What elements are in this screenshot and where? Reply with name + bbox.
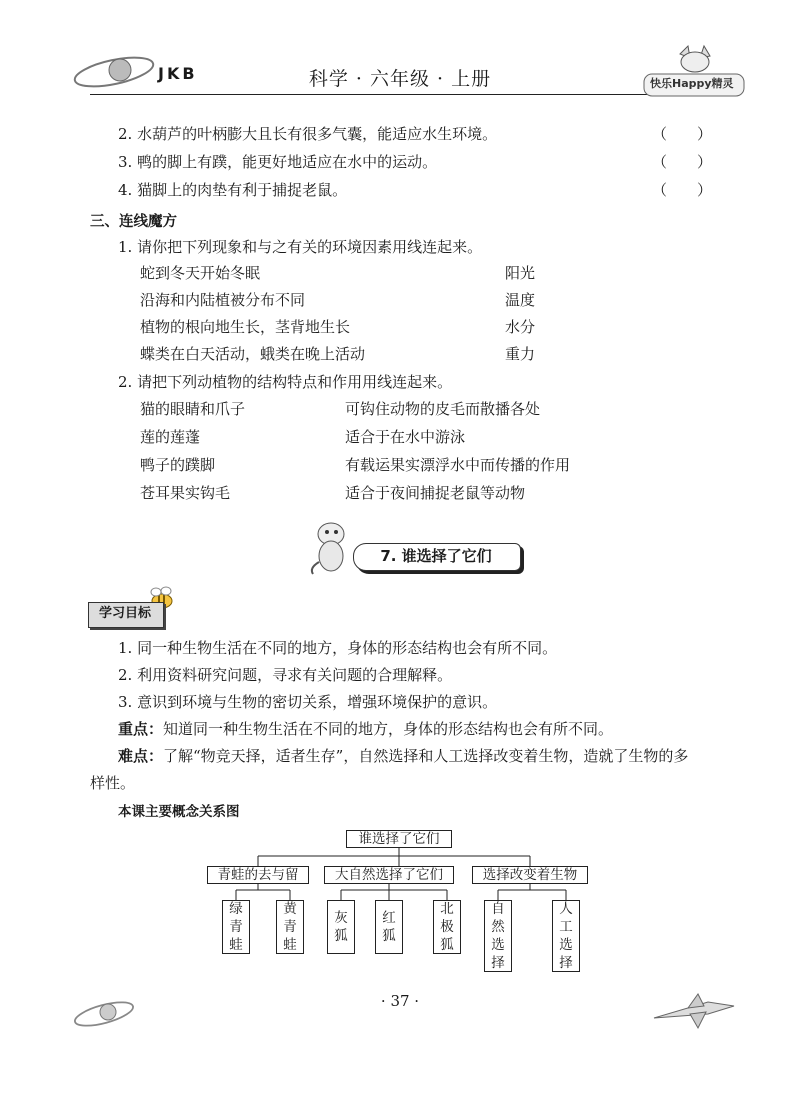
q2-right-item: 适合于在水中游泳	[345, 428, 466, 446]
badge-text: 快乐Happy精灵	[650, 77, 734, 90]
q1-right-item: 温度	[505, 291, 536, 309]
concept-leaf-node	[327, 900, 355, 954]
question-2-prompt: 2. 请把下列动植物的结构特点和作用用线连起来。	[118, 373, 453, 391]
key-point-text: 知道同一种生物生活在不同的地方，身体的形态结构也会有所不同。	[163, 720, 614, 738]
leaf-char: 工	[559, 919, 573, 935]
key-point-label: 重点：	[118, 720, 164, 738]
leaf-char: 蛙	[229, 937, 243, 953]
concept-leaf-node	[484, 900, 512, 972]
leaf-char: 择	[559, 955, 573, 971]
judgment-item-3: 3. 鸭的脚上有蹼，能更好地适应在水中的运动。	[118, 153, 438, 171]
leaf-char: 黄	[283, 901, 297, 917]
concept-mid-node: 选择改变着生物	[472, 866, 588, 884]
concept-leaf-node	[276, 900, 304, 954]
q2-left-item: 莲的莲蓬	[140, 428, 201, 446]
leaf-char: 蛙	[283, 937, 297, 953]
q1-left-item: 蛇到冬天开始冬眠	[140, 264, 261, 282]
difficult-point-text: 了解“物竞天择，适者生存”，自然选择和人工选择改变着生物，造就了生物的多	[163, 747, 689, 765]
judgment-item-2: 2. 水葫芦的叶柄膨大且长有很多气囊，能适应水生环境。	[118, 125, 498, 143]
lesson-title: 7. 谁选择了它们	[380, 547, 492, 565]
leaf-char: 人	[559, 901, 573, 917]
q2-left-item: 鸭子的蹼脚	[140, 456, 216, 474]
answer-paren-3: （ ）	[652, 153, 713, 171]
concept-map-title: 本课主要概念关系图	[118, 804, 240, 820]
q2-left-item: 苍耳果实钩毛	[140, 484, 231, 502]
concept-mid-node: 大自然选择了它们	[324, 866, 454, 884]
learning-goal-item: 2. 利用资料研究问题，寻求有关问题的合理解释。	[118, 666, 453, 684]
rocket-decoration	[648, 988, 744, 1034]
q2-right-item: 有载运果实漂浮水中而传播的作用	[345, 456, 571, 474]
learning-goals-label: 学习目标	[98, 606, 151, 621]
leaf-char: 择	[491, 955, 505, 971]
leaf-char: 极	[440, 919, 454, 935]
leaf-char: 青	[283, 919, 297, 935]
leaf-char: 然	[491, 919, 505, 935]
concept-mid-node: 青蛙的去与留	[207, 866, 309, 884]
concept-leaf-node	[552, 900, 580, 972]
leaf-char: 红	[382, 910, 396, 926]
leaf-char: 选	[491, 937, 505, 953]
concept-leaf-node	[375, 900, 403, 954]
q1-right-item: 阳光	[505, 264, 536, 282]
page-header-title: 科学 · 六年级 · 上册	[308, 68, 492, 90]
section-heading-matching: 三、连线魔方	[90, 214, 177, 230]
question-1-prompt: 1. 请你把下列现象和与之有关的环境因素用线连起来。	[118, 238, 483, 256]
leaf-char: 狐	[334, 928, 348, 944]
leaf-char: 狐	[440, 937, 454, 953]
concept-leaf-node	[433, 900, 461, 954]
learning-goal-item: 1. 同一种生物生活在不同的地方，身体的形态结构也会有所不同。	[118, 639, 558, 657]
publisher-brand: JKB	[158, 64, 198, 83]
q1-left-item: 植物的根向地生长，茎背地生长	[140, 318, 351, 336]
concept-leaf-node	[222, 900, 250, 954]
concept-root-node: 谁选择了它们	[346, 830, 452, 848]
answer-paren-2: （ ）	[652, 125, 713, 143]
leaf-char: 灰	[334, 910, 348, 926]
planet-ring-decoration	[70, 992, 140, 1034]
q1-left-item: 蝶类在白天活动，蛾类在晚上活动	[140, 345, 366, 363]
learning-goal-item: 3. 意识到环境与生物的密切关系，增强环境保护的意识。	[118, 693, 498, 711]
judgment-item-4: 4. 猫脚上的肉垫有利于捕捉老鼠。	[118, 181, 348, 199]
leaf-char: 选	[559, 937, 573, 953]
difficult-point-continued: 样性。	[90, 774, 136, 792]
leaf-char: 北	[440, 901, 454, 917]
q2-right-item: 可钩住动物的皮毛而散播各处	[345, 400, 541, 418]
difficult-point-label: 难点：	[118, 747, 164, 765]
leaf-char: 自	[491, 901, 505, 917]
q2-right-item: 适合于夜间捕捉老鼠等动物	[345, 484, 526, 502]
page-number: · 37 ·	[380, 992, 420, 1010]
q1-left-item: 沿海和内陆植被分布不同	[140, 291, 306, 309]
leaf-char: 绿	[229, 901, 243, 917]
leaf-char: 青	[229, 919, 243, 935]
answer-paren-4: （ ）	[652, 181, 713, 199]
q2-left-item: 猫的眼睛和爪子	[140, 400, 246, 418]
q1-right-item: 水分	[505, 318, 536, 336]
leaf-char: 狐	[382, 928, 396, 944]
q1-right-item: 重力	[505, 345, 536, 363]
